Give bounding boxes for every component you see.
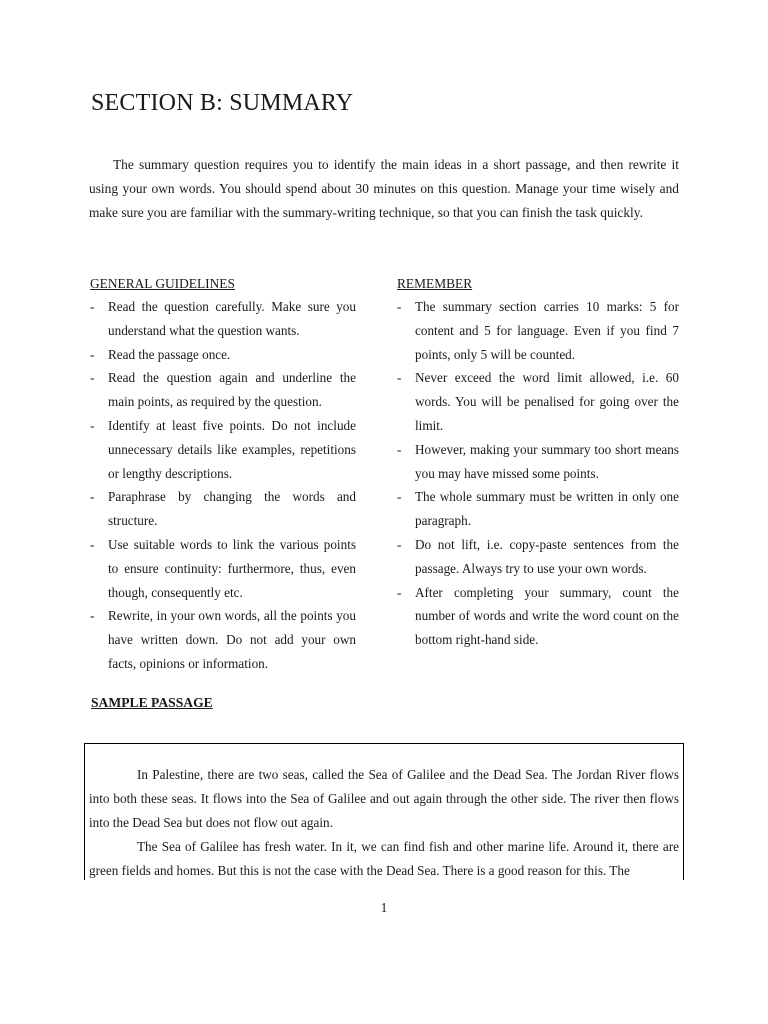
remember-list <box>397 295 679 652</box>
guideline-item: - Rewrite, in your own words, all the points you have written down. Do not add your own facts, opinions or information. <box>90 604 356 675</box>
guideline-item: - Paraphrase by changing the words and structure. <box>90 485 356 533</box>
guideline-item: - Use suitable words to link the various points to ensure continuity: furthermore, thus, even though, consequently etc. <box>90 533 356 604</box>
remember-item: - Never exceed the word limit allowed, i.e. 60 words. You will be penalised for going over the limit. <box>397 366 679 437</box>
remember-item: - The summary section carries 10 marks: 5 for content and 5 for language. Even if you find 7 points, only 5 will be counted. <box>397 295 679 366</box>
guideline-item: - Read the question again and underline the main points, as required by the question. <box>90 366 356 414</box>
guideline-item: - Identify at least five points. Do not include unnecessary details like examples, repetitions or lengthy descriptions. <box>90 414 356 485</box>
remember-item: - The whole summary must be written in only one paragraph. <box>397 485 679 533</box>
passage-paragraph: In Palestine, there are two seas, called the Sea of Galilee and the Dead Sea. The Jordan River flows into both these seas. It flows into the Sea of Galilee and out again through the other side. The river then flows into the Dead Sea but does not flow out again. <box>89 767 679 830</box>
remember-heading: REMEMBER <box>397 276 473 291</box>
sample-passage-heading: SAMPLE PASSAGE <box>91 695 213 710</box>
passage-paragraph: The Sea of Galilee has fresh water. In it, we can find fish and other marine life. Around it, there are green fields and homes. But this is not the case with the Dead Sea. There is a good reason for this. The <box>89 839 679 878</box>
section-title: SECTION B: SUMMARY <box>91 90 354 116</box>
remember-column <box>397 274 679 652</box>
page-number: 1 <box>380 900 388 915</box>
sample-passage-box <box>84 743 684 880</box>
guideline-item: - Read the question carefully. Make sure you understand what the question wants. <box>90 295 356 343</box>
remember-item: - Do not lift, i.e. copy-paste sentences from the passage. Always try to use your own words. <box>397 533 679 581</box>
general-guidelines-heading: GENERAL GUIDELINES <box>90 276 235 291</box>
general-guidelines-column <box>90 274 356 676</box>
intro-paragraph: The summary question requires you to identify the main ideas in a short passage, and then rewrite it using your own words. You should spend about 30 minutes on this question. Manage your time wisely and make sure you are familiar with the summary-writing technique, so that you can finish the task quickly. <box>89 157 679 220</box>
general-guidelines-list <box>90 295 356 676</box>
guideline-item: - Read the passage once. <box>90 343 356 367</box>
remember-item: - However, making your summary too short means you may have missed some points. <box>397 438 679 486</box>
remember-item: - After completing your summary, count the number of words and write the word count on the bottom right-hand side. <box>397 581 679 652</box>
